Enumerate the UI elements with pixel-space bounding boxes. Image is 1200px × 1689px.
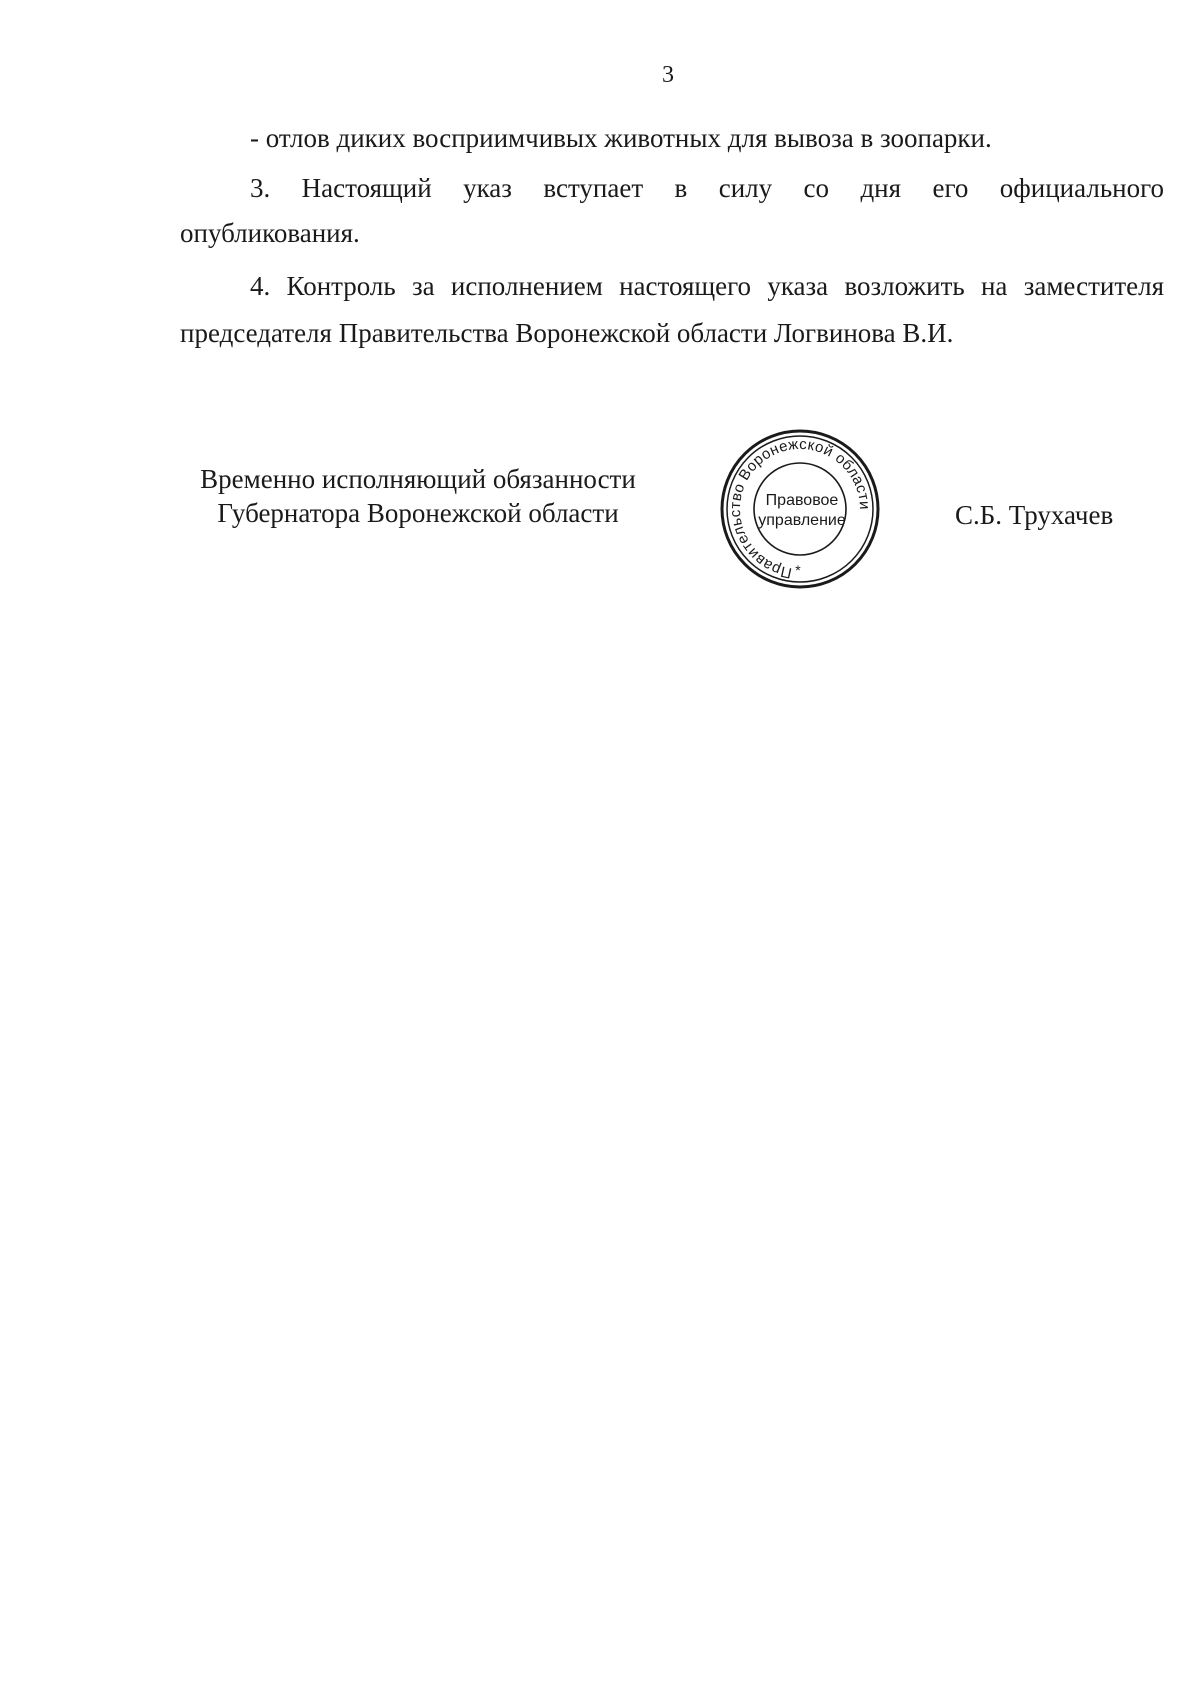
signatory-title-line-1: Временно исполняющий обязанности (200, 464, 636, 494)
stamp-center-line-1: Правовое (765, 492, 839, 509)
signatory-name: С.Б. Трухачев (955, 500, 1114, 530)
official-stamp (718, 424, 882, 590)
signatory-title (178, 462, 658, 530)
paragraph-4-line-2: председателя Правительства Воронежской области Логвинова В.И. (180, 318, 954, 348)
paragraph-4-line-1: 4. Контроль за исполнением настоящего указа возложить на заместителя (250, 271, 1164, 301)
stamp-ring-text: Правительство Воронежской области (726, 435, 874, 582)
paragraph-3-line-2: опубликования. (180, 218, 360, 248)
stamp-center-line-2: управление (758, 512, 846, 529)
paragraph-item-wild-animals: - отлов диких восприимчивых животных для вывоза в зоопарки. (250, 123, 992, 153)
stamp-star-icon: * (795, 562, 801, 578)
signatory-title-line-2: Губернатора Воронежской области (217, 498, 619, 528)
page-number: 3 (662, 62, 674, 88)
paragraph-3-line-1: 3. Настоящий указ вступает в силу со дня его официального (250, 173, 1164, 203)
